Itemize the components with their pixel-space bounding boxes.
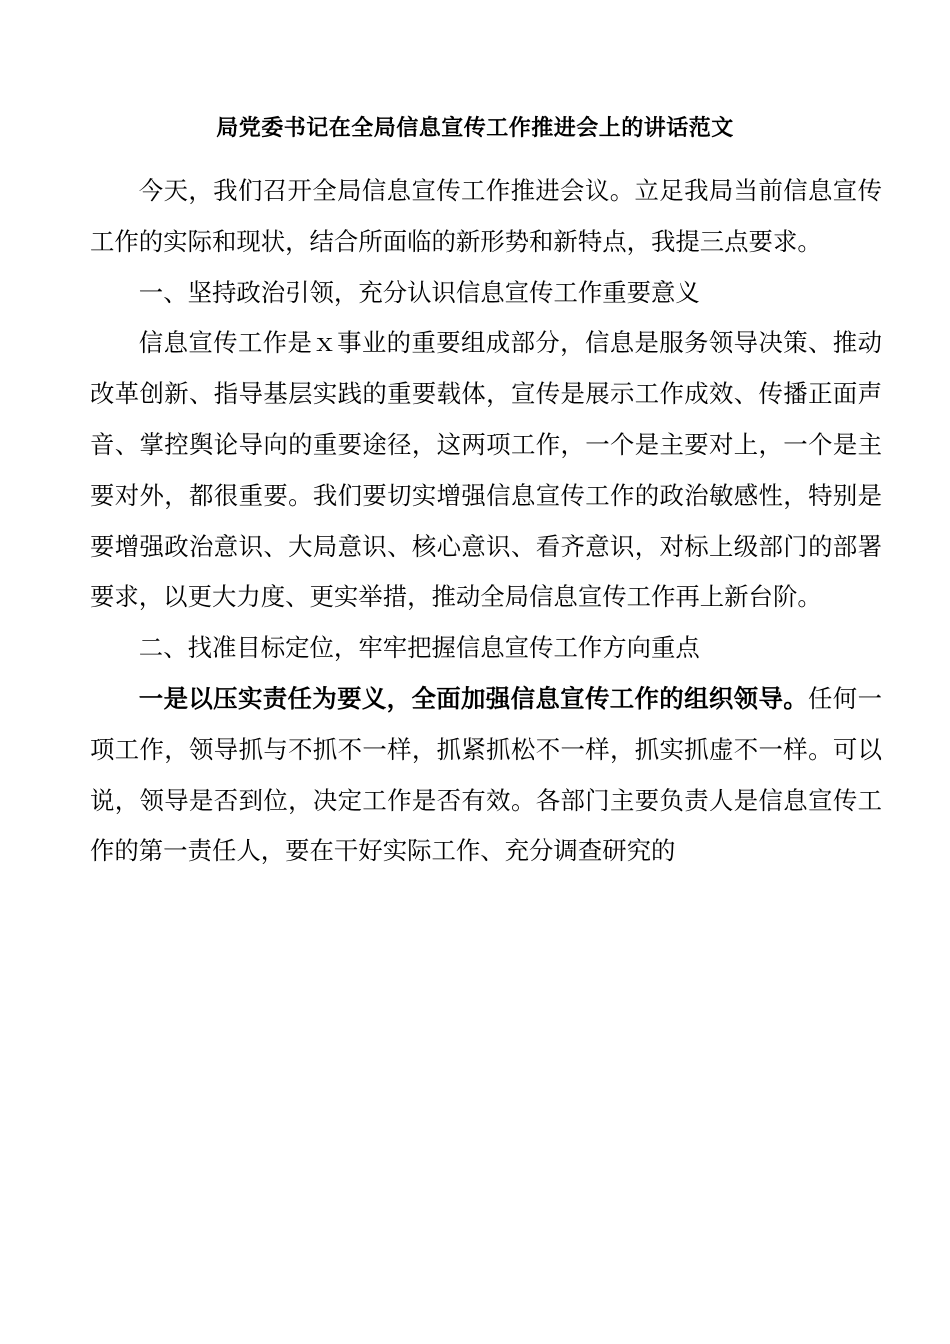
paragraph-section-1	[90, 318, 882, 623]
section-heading-2	[90, 623, 882, 674]
section-heading-text: 二、找准目标定位，牢牢把握信息宣传工作方向重点	[138, 633, 700, 663]
section-heading-text: 一、坚持政治引领，充分认识信息宣传工作重要意义	[138, 277, 700, 307]
paragraph-text: 任何一项工作，领导抓与不抓不一样，抓紧抓松不一样，抓实抓虚不一样。可以说，领导是否到位，决定工作是否有效。各部门主要负责人是信息宣传工作的第一责任人，要在干好实际工作、充分调查研究的	[90, 683, 882, 866]
paragraph-text: 信息宣传工作是ｘ事业的重要组成部分，信息是服务领导决策、推动改革创新、指导基层实践的重要载体，宣传是展示工作成效、传播正面声音、掌控舆论导向的重要途径，这两项工作，一个是主要对上，一个是主要对外，都很重要。我们要切实增强信息宣传工作的政治敏感性，特别是要增强政治意识、大局意识、核心意识、看齐意识，对标上级部门的部署要求，以更大力度、更实举措，推动全局信息宣传工作再上新台阶。	[90, 328, 882, 612]
paragraph-lead-bold: 一是以压实责任为要义，全面加强信息宣传工作的组织领导。	[138, 683, 809, 713]
paragraph-section-2-point-1	[90, 674, 882, 877]
document-body	[90, 166, 882, 877]
paragraph-intro	[90, 166, 882, 268]
section-heading-1	[90, 268, 882, 319]
document-title: 局党委书记在全局信息宣传工作推进会上的讲话范文	[216, 116, 734, 141]
paragraph-text: 今天，我们召开全局信息宣传工作推进会议。立足我局当前信息宣传工作的实际和现状，结合所面临的新形势和新特点，我提三点要求。	[90, 176, 882, 256]
